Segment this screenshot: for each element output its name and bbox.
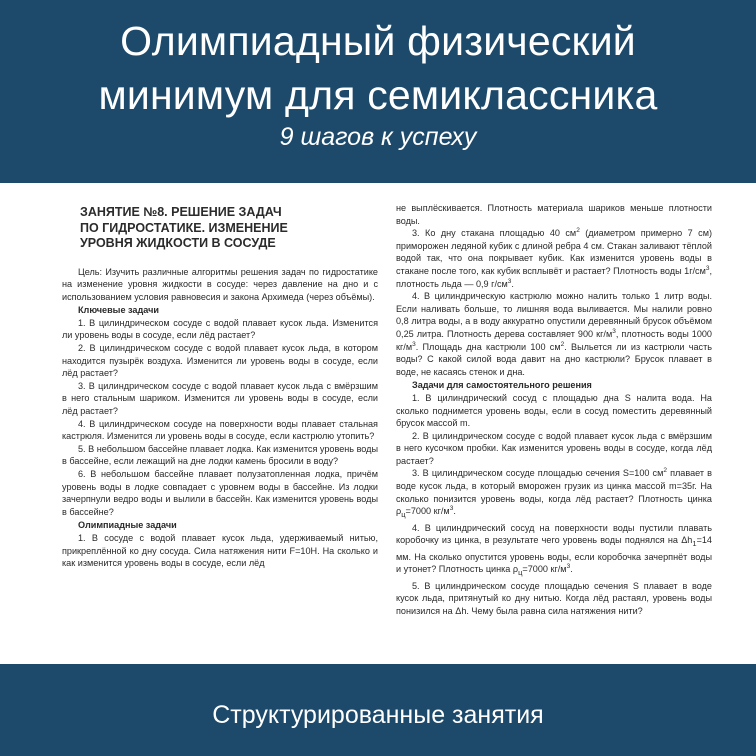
olympiad-task: 1. В сосуде с водой плавает кусок льда, удерживаемый нитью, прикреплённой ко дну сосуда. Сила натяжения нити F=10Н. На сколько и как изменится уровень воды в сосуде, если лёд bbox=[62, 532, 378, 569]
lesson-title-line-3: УРОВНЯ ЖИДКОСТИ В СОСУДЕ bbox=[80, 236, 276, 250]
book-subtitle: 9 шагов к успеху bbox=[279, 123, 477, 151]
olympiad-tasks-heading: Олимпиадные задачи bbox=[78, 520, 177, 531]
task-text: , плотность воды 1000 кг/м bbox=[396, 328, 712, 352]
lesson-goal: Цель: Изучить различные алгоритмы решения задач по гидростатике на изменение уровня жидкости в сосуде: через давление на дно и с использованием условия равновесия и закона Архимеда (через объёмы). bbox=[62, 266, 378, 302]
task-text: =7000 кг/м bbox=[405, 506, 450, 517]
key-tasks-heading: Ключевые задачи bbox=[78, 305, 159, 316]
self-study-task: 2. В цилиндрическом сосуде с водой плавает кусок льда с вмёрзшим в него кусочком пробки. Как изменится уровень воды в сосуде, когда лёд растает? bbox=[396, 430, 712, 466]
task-text: 3. Ко дну стакана площадью 40 см bbox=[412, 228, 577, 239]
self-study-task: 1. В цилиндрический сосуд с площадью дна S налита вода. На сколько поднимется уровень воды, если в сосуд поместить деревянный брусок массой m. bbox=[396, 392, 712, 429]
olympiad-task-continuation: не выплёскивается. Плотность материала шариков меньше плотности воды. bbox=[396, 203, 712, 226]
task-text: . Площадь дна кастрюли 100 см bbox=[415, 341, 561, 352]
self-study-heading: Задачи для самостоятельного решения bbox=[412, 380, 592, 391]
book-title-line-1: Олимпиадный физический bbox=[120, 18, 636, 64]
superscript: 3 bbox=[566, 563, 571, 571]
lesson-title-line-1: ЗАНЯТИЕ №8. РЕШЕНИЕ ЗАДАЧ bbox=[80, 205, 282, 219]
superscript: 3 bbox=[449, 505, 454, 513]
superscript: 3 bbox=[612, 327, 616, 335]
task-text: 3. В цилиндрическом сосуде площадью сечения S=100 см bbox=[412, 468, 664, 479]
footer-caption: Структурированные занятия bbox=[212, 701, 544, 729]
task-text: . Выльется ли из кастрюли часть воды? С какой силой вода давит на дно кастрюли? Брусок плавает в воде, не касаясь стенок и дна. bbox=[396, 341, 712, 377]
superscript: 2 bbox=[560, 340, 565, 348]
key-task: 4. В цилиндрическом сосуде на поверхности воды плавает стальная кастрюля. Изменится ли уровень воды в сосуде, если кастрюлю утопить? bbox=[62, 418, 378, 442]
task-text: плавает в воде кусок льда, в который вморожен грузик из цинка массой m=35г. На сколько понизится уровень воды, когда лёд растает? Плотность цинка ρ bbox=[396, 468, 712, 517]
lesson-title bbox=[80, 205, 378, 252]
key-task: 5. В небольшом бассейне плавает лодка. Как изменится уровень воды в бассейне, если лежащий на дне лодки камень бросили в воду? bbox=[62, 443, 378, 467]
task-text: 4. В цилиндрическую кастрюлю можно налить только 1 литр воды. Если наливать больше, то лишняя вода выливается. Мы налили ровно 0,8 литра воды, а в воду аккуратно опустили деревянный брусок объёмом 0,25 литра. Плотность дерева составляет 900 кг/м bbox=[396, 291, 712, 339]
self-study-task: 4. В цилиндрический сосуд на поверхности воды пустили плавать коробочку из цинка, в результате чего уровень воды поднялся на $\Delta h_1=14$ мм. На сколько опустится уровень воды, если коробочка зачерпнёт воды и утонет? Плотность цинка $\rho_ц=7000$ $кг/м^3$. bbox=[396, 522, 712, 578]
right-column bbox=[396, 183, 712, 664]
superscript: 2 bbox=[663, 467, 667, 475]
task-text: =14 мм. На сколько опустится уровень воды, если коробочка зачерпнёт воды и утонет? Плотность цинка ρ bbox=[396, 535, 712, 575]
subscript: ц bbox=[401, 510, 406, 520]
task-text: (диаметром примерно 7 см) приморожен ледяной кубик с длиной ребра 4 см. Стакан заливают тёплой водой так, что она покрывает кубик. Как изменится уровень воды в стакане после того, как кубик всплывёт и растает? Плотность воды 1г/см bbox=[396, 228, 712, 276]
subscript: 1 bbox=[692, 539, 697, 549]
self-study-task: 5. В цилиндрическом сосуде площадью сечения S плавает в воде кусок льда, притянутый ко дну нитью. Когда лёд растаял, уровень воды понизился на Δh. Чему была равна сила натяжения нити? bbox=[396, 580, 712, 616]
task-text: 4. В цилиндрический сосуд на поверхности воды пустили плавать коробочку из цинка, в результате чего уровень воды поднялся на Δh bbox=[396, 522, 712, 546]
superscript: 3 bbox=[507, 277, 512, 285]
key-task: 3. В цилиндрическом сосуде с водой плавает кусок льда с вмёрзшим в него стальным шариком. Изменится ли уровень воды в сосуде, если лёд растает? bbox=[62, 380, 378, 417]
self-study-task: 3. В цилиндрическом сосуде площадью сечения S=100 $см^2$ плавает в воде кусок льда, в который вморожен грузик из цинка массой m=35г. На сколько понизится уровень воды, когда лёд растает? Плотность цинка $\rho_ц=7000$ $кг/м^3$. bbox=[396, 467, 712, 520]
task-text: =7000 кг/м bbox=[522, 564, 567, 575]
olympiad-task bbox=[396, 290, 712, 378]
lesson-title-line-2: ПО ГИДРОСТАТИКЕ. ИЗМЕНЕНИЕ bbox=[80, 220, 288, 235]
superscript: 3 bbox=[412, 340, 416, 348]
task-text: , плотность льда — 0,9 г/см bbox=[396, 265, 712, 289]
subscript: ц bbox=[518, 568, 523, 578]
book-title-line-2: минимум для семиклассника bbox=[98, 72, 658, 118]
footer-banner bbox=[0, 664, 756, 756]
key-task: 6. В небольшом бассейне плавает полузатопленная лодка, причём уровень воды в лодке совпадает с уровнем воды в бассейне. Из лодки зачерпнули ведро воды и вылили в бассейн. Как изменится уровень воды в бассейне? bbox=[62, 469, 378, 517]
superscript: 2 bbox=[576, 227, 580, 235]
book-title bbox=[0, 0, 756, 122]
header-banner bbox=[0, 0, 756, 183]
document-page-preview bbox=[0, 183, 756, 664]
left-column bbox=[62, 183, 378, 664]
key-task: 1. В цилиндрическом сосуде с водой плавает кусок льда. Изменится ли уровень воды в сосуде, если лёд растает? bbox=[62, 317, 378, 341]
key-task: 2. В цилиндрическом сосуде с водой плавает кусок льда, в котором находится пузырёк воздуха. Изменится ли уровень воды в сосуде, если лёд растает? bbox=[62, 343, 378, 379]
superscript: 3 bbox=[705, 264, 710, 272]
olympiad-task: 3. Ко дну стакана площадью 40 $см^2$ (диаметром примерно 7 см) приморожен ледяной кубик с длиной ребра 4 см. Стакан заливают тёплой водой так, что она покрывает кубик. Как изменится уровень воды в стакане после того, как кубик всплывёт и растает? Плотность воды $1г/см^3$, плотность льда — 0,9 $г/см^3$. bbox=[396, 227, 712, 289]
